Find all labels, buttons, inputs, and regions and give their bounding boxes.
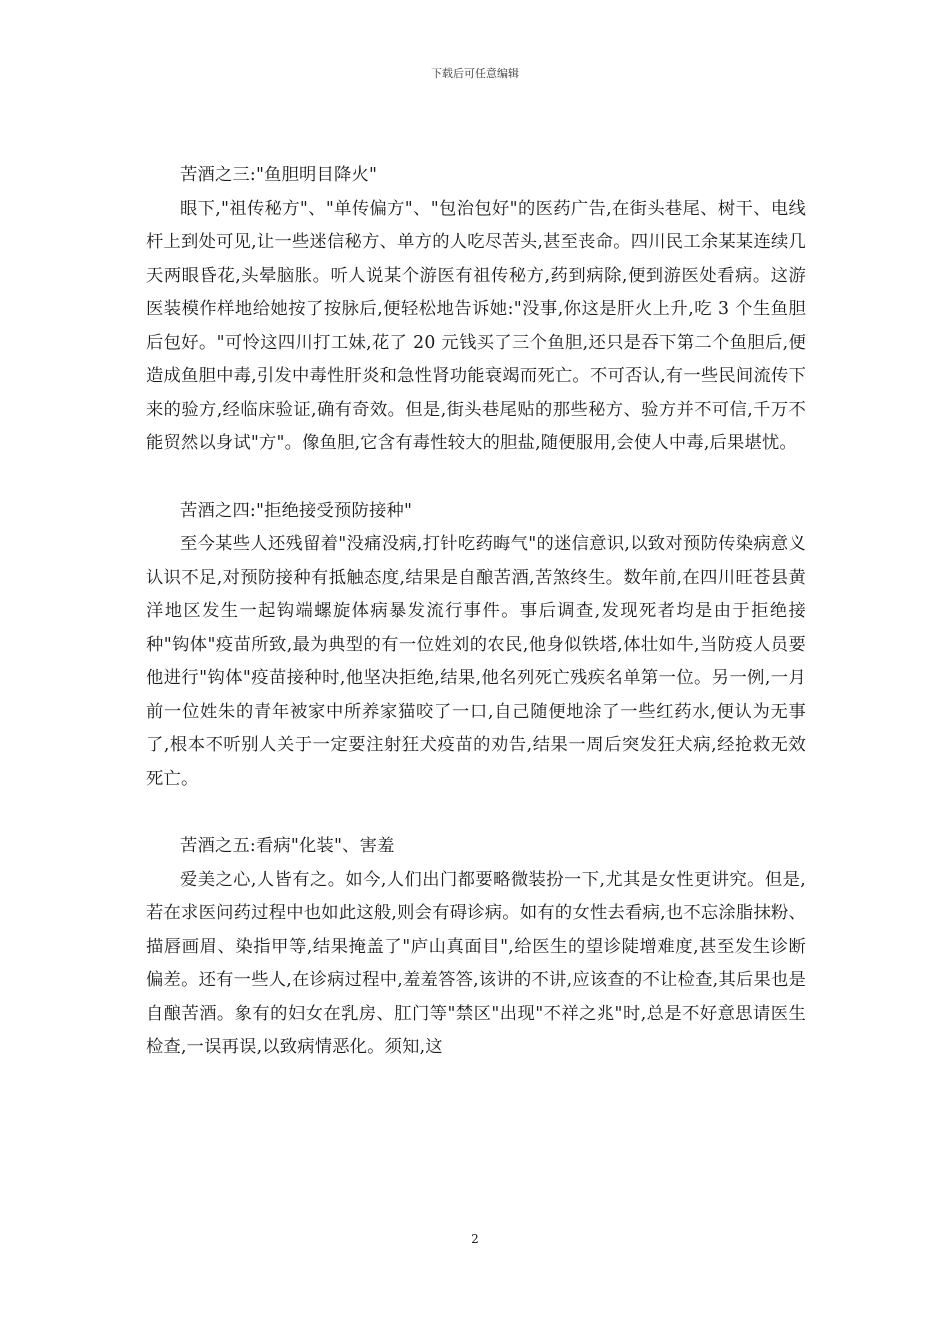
section-title: 苦酒之四:"拒绝接受预防接种" bbox=[180, 500, 413, 521]
section-paragraph: 爱美之心,人皆有之。如今,人们出门都要略微装扮一下,尤其是女性更讲究。但是,若在求医问药过程中也如此这般,则会有碍诊病。如有的女性去看病,也不忘涂脂抹粉、描唇画眉、染指甲等,结果掩盖了"庐山真面目",给医生的望诊陡增难度,甚至发生诊断偏差。还有一些人,在诊病过程中,羞羞答答,该讲的不讲,应该查的不让检查,其后果也是自酿苦酒。象有的妇女在乳房、肛门等"禁区"出现"不祥之兆"时,总是不好意思请医生检查,一误再误,以致病情恶化。须知,这 bbox=[146, 869, 806, 1057]
section-title: 苦酒之五:看病"化装"、害羞 bbox=[180, 836, 395, 856]
section-paragraph: 眼下,"祖传秘方"、"单传偏方"、"包治包好"的医药广告,在街头巷尾、树干、电线杆上到处可见,让一些迷信秘方、单方的人吃尽苦头,甚至丧命。四川民工余某某连续几天两眼昏花,头晕脑胀。听人说某个游医有祖传秘方,药到病除,便到游医处看病。这游医装模作样地给她按了按脉后,便轻松地告诉她:"没事,你这是肝火上升,吃 3 个生鱼胆后包好。"可怜这四川打工妹,花了 20 元钱买了三个鱼胆,还只是吞下第二个鱼胆后,便造成鱼胆中毒,引发中毒性肝炎和急性肾功能衰竭而死亡。不可否认,有一些民间流传下来的验方,经临床验证,确有奇效。但是,街头巷尾贴的那些秘方、验方并不可信,千万不能贸然以身试"方"。像鱼胆,它含有毒性较大的胆盐,随便服用,会使人中毒,后果堪忧。 bbox=[146, 198, 806, 453]
page-header: 下载后可任意编辑 bbox=[431, 67, 519, 80]
section-title: 苦酒之三:"鱼胆明目降火" bbox=[180, 165, 378, 185]
page-number: 2 bbox=[471, 1232, 479, 1246]
section-paragraph: 至今某些人还残留着"没痛没病,打针吃药晦气"的迷信意识,以致对预防传染病意义认识不足,对预防接种有抵触态度,结果是自酿苦酒,苦煞终生。数年前,在四川旺苍县黄洋地区发生一起钩端螺旋体病暴发流行事件。事后调查,发现死者均是由于拒绝接种"钩体"疫苗所致,最为典型的有一位姓刘的农民,他身似铁塔,体壮如牛,当防疫人员要他进行"钩体"疫苗接种时,他坚决拒绝,结果,他名列死亡残疾名单第一位。另一例,一月前一位姓朱的青年被家中所养家猫咬了一口,自己随便地涂了一些红药水,便认为无事了,根本不听别人关于一定要注射狂犬疫苗的劝告,结果一周后突发狂犬病,经抢救无效死亡。 bbox=[146, 534, 806, 789]
section-5 bbox=[146, 830, 806, 1065]
section-4 bbox=[146, 495, 806, 797]
section-3 bbox=[146, 159, 806, 461]
document-body bbox=[146, 159, 806, 1065]
